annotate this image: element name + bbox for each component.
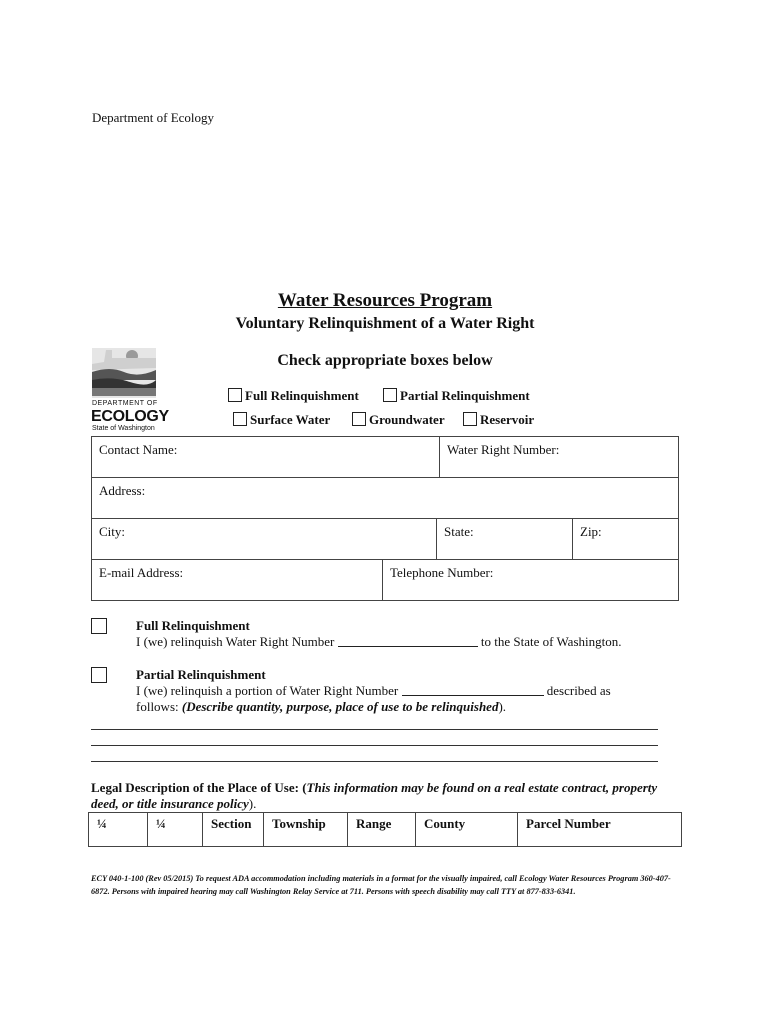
check-boxes-heading: Check appropriate boxes below (277, 352, 493, 369)
state-field[interactable]: State: (436, 519, 572, 559)
table-header-section: Section (202, 813, 263, 846)
option-surface-water[interactable] (233, 412, 330, 428)
option-reservoir[interactable] (463, 412, 534, 428)
form-title: Water Resources Program (277, 290, 493, 311)
reservoir-checkbox[interactable] (463, 412, 477, 426)
city-field[interactable]: City: (99, 524, 126, 539)
full-water-right-number-blank[interactable] (338, 634, 478, 647)
partial-follows-line (136, 699, 506, 715)
logo-ecology: ECOLOGY (91, 408, 169, 425)
table-header-range: Range (347, 813, 415, 846)
full-relinquishment-statement (136, 634, 621, 650)
full-statement-end: to the State of Washington. (480, 634, 622, 649)
describe-instructions-end: ). (498, 699, 507, 714)
full-relinquishment-checkbox[interactable] (228, 388, 242, 402)
option-full-relinquishment[interactable] (228, 388, 359, 404)
table-header-township: Township (263, 813, 347, 846)
water-right-number-field[interactable]: Water Right Number: (439, 437, 678, 477)
groundwater-checkbox[interactable] (352, 412, 366, 426)
surface-water-checkbox[interactable] (233, 412, 247, 426)
table-header-parcel-number: Parcel Number (517, 813, 681, 846)
option-reservoir-label: Reservoir (480, 412, 535, 427)
description-line-1[interactable] (91, 729, 658, 730)
description-line-3[interactable] (91, 761, 658, 762)
option-full-label: Full Relinquishment (245, 388, 359, 403)
partial-statement-end: described as (546, 683, 611, 698)
email-field[interactable]: E-mail Address: (99, 565, 184, 580)
table-header-quarter-1: ¼ (97, 816, 107, 831)
legal-paren-close: ). (248, 796, 257, 811)
describe-instructions: (Describe quantity, purpose, place of use to be relinquished (181, 699, 499, 714)
partial-relinquishment-section-checkbox[interactable] (91, 667, 107, 683)
department-name: Department of Ecology (92, 110, 215, 125)
telephone-field[interactable]: Telephone Number: (382, 560, 678, 600)
partial-relinquishment-checkbox[interactable] (383, 388, 397, 402)
full-statement-start: I (we) relinquish Water Right Number (136, 634, 335, 649)
contact-name-field[interactable]: Contact Name: (99, 442, 178, 457)
place-of-use-table (88, 812, 682, 847)
full-relinquishment-heading: Full Relinquishment (136, 618, 250, 633)
zip-field[interactable]: Zip: (572, 519, 678, 559)
logo-department-of: DEPARTMENT OF (92, 400, 158, 407)
legal-note: This information may be found on a real estate contract, property deed, or title insurance policy (91, 780, 658, 811)
option-partial-relinquishment[interactable] (383, 388, 530, 404)
table-header-county: County (415, 813, 517, 846)
full-relinquishment-section-checkbox[interactable] (91, 618, 107, 634)
option-partial-label: Partial Relinquishment (400, 388, 530, 403)
address-field[interactable]: Address: (99, 483, 146, 498)
follows-label: follows: (136, 699, 182, 714)
partial-relinquishment-statement (136, 683, 611, 699)
logo-state: State of Washington (92, 425, 155, 432)
option-surface-label: Surface Water (250, 412, 331, 427)
option-groundwater[interactable] (352, 412, 445, 428)
description-line-2[interactable] (91, 745, 658, 746)
form-subtitle: Voluntary Relinquishment of a Water Right (235, 315, 535, 332)
option-groundwater-label: Groundwater (369, 412, 445, 427)
contact-info-grid (91, 436, 679, 601)
legal-description-heading (91, 780, 671, 812)
partial-water-right-number-blank[interactable] (402, 683, 544, 696)
partial-relinquishment-heading: Partial Relinquishment (136, 667, 266, 682)
legal-label: Legal Description of the Place of Use: (91, 780, 299, 795)
legal-paren-open: ( (298, 780, 307, 795)
form-footer-note: ECY 040-1-100 (Rev 05/2015) To request ADA accommodation including materials in a format for the visually impaired, call Ecology Water Resources Program 360-407-6872. Persons with impaired hearing may call Washington Relay Service at 711. Persons with speech disability may call TTY at 877-833-6341. (91, 874, 671, 896)
table-header-quarter-2: ¼ (147, 813, 202, 846)
partial-statement-start: I (we) relinquish a portion of Water Right Number (136, 683, 399, 698)
